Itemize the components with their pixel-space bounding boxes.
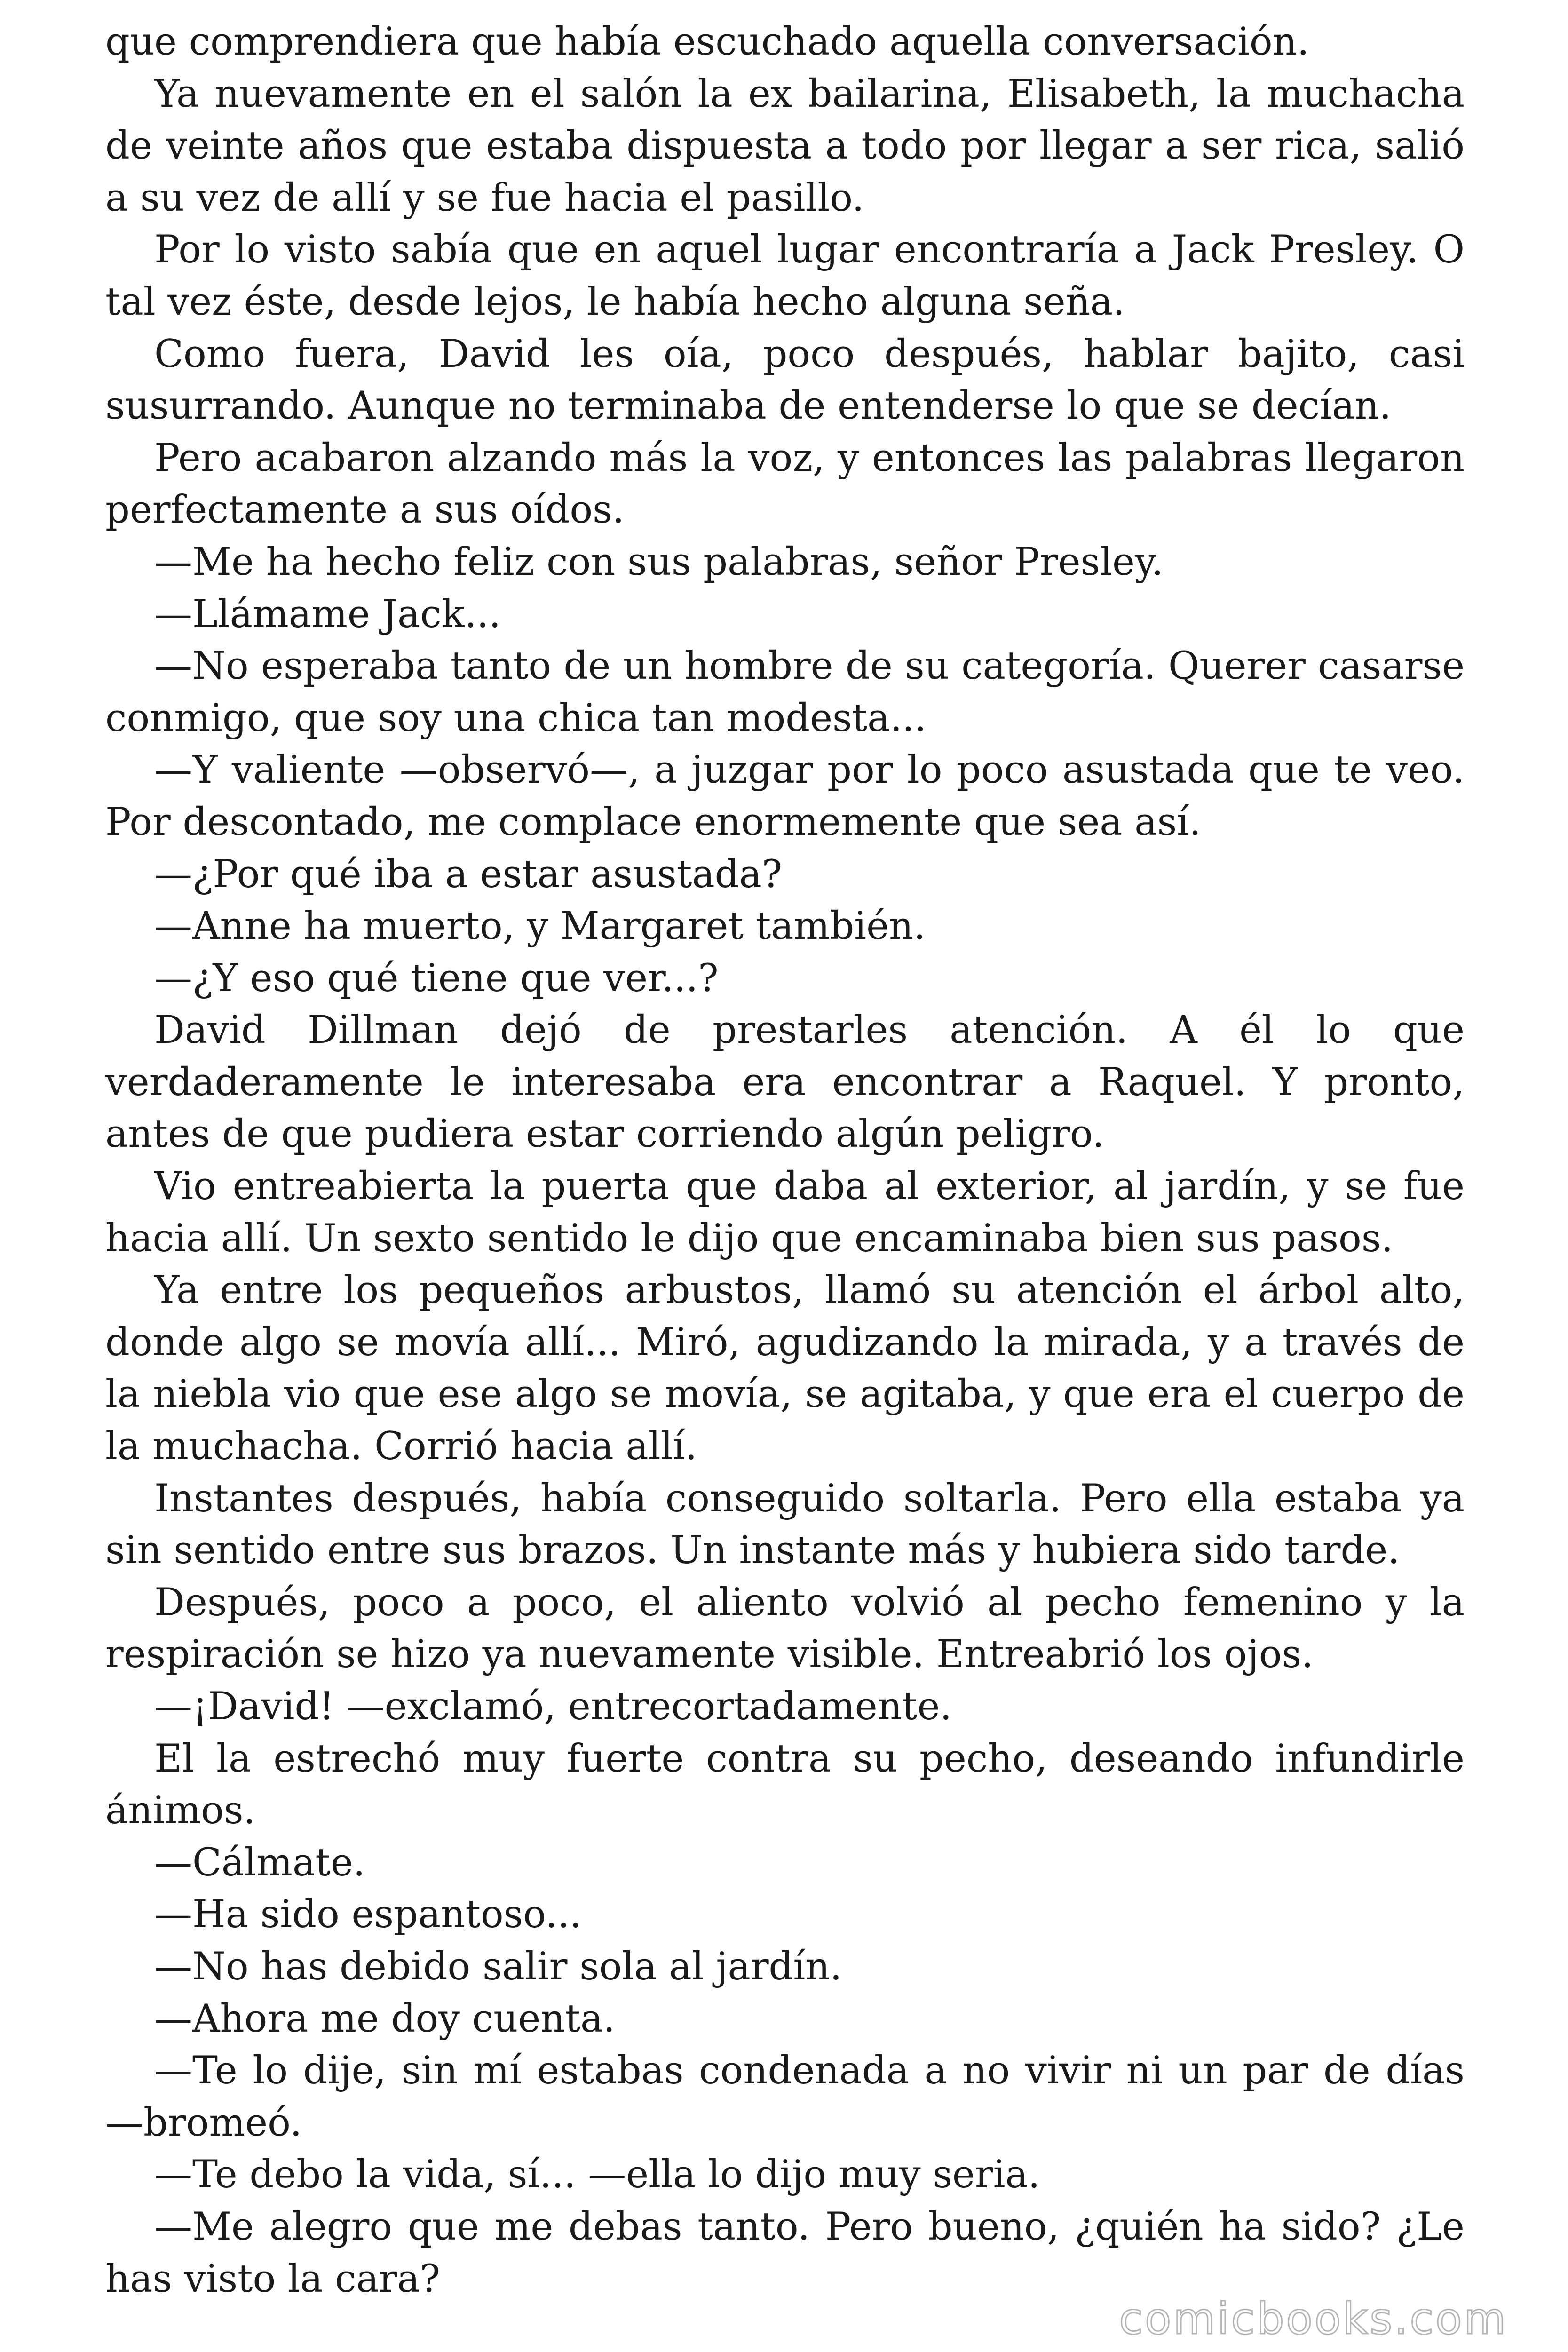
paragraph: —¿Por qué iba a estar asustada? [154, 852, 783, 897]
paragraph: —Y valiente —observó—, a juzgar por lo poco asustada que te veo. Por descontado, me complace enormemente que sea así. [105, 748, 1465, 844]
paragraph: —¿Y eso qué tiene que ver...? [154, 956, 719, 1001]
paragraph: Ya entre los pequeños arbustos, llamó su atención el árbol alto, donde algo se movía allí... Miró, agudizando la mirada, y a través de la niebla vio que ese algo se movía, se agitaba, y que era el cuerpo de la muchacha. Corrió hacia allí. [105, 1268, 1465, 1469]
paragraph: El la estrechó muy fuerte contra su pecho, deseando infundirle ánimos. [105, 1736, 1465, 1833]
paragraph: Instantes después, había conseguido soltarla. Pero ella estaba ya sin sentido entre sus brazos. Un instante más y hubiera sido tarde. [105, 1476, 1465, 1573]
paragraph: —No esperaba tanto de un hombre de su categoría. Querer casarse conmigo, que soy una chica tan modesta... [105, 644, 1465, 740]
paragraph: Por lo visto sabía que en aquel lugar encontraría a Jack Presley. O tal vez éste, desde lejos, le había hecho alguna seña. [105, 228, 1465, 324]
paragraph: —Te lo dije, sin mí estabas condenada a no vivir ni un par de días —bromeó. [105, 2049, 1465, 2145]
paragraph: David Dillman dejó de prestarles atención. A él lo que verdaderamente le interesaba era encontrar a Raquel. Y pronto, antes de que pudiera estar corriendo algún peligro. [105, 1008, 1465, 1157]
paragraph: —Me ha hecho feliz con sus palabras, señor Presley. [154, 540, 1164, 584]
paragraph: —Ahora me doy cuenta. [154, 1996, 616, 2041]
paragraph: —Me alegro que me debas tanto. Pero bueno, ¿quién ha sido? ¿Le has visto la cara? [105, 2204, 1465, 2301]
watermark: comicbooks.com [1119, 2294, 1508, 2344]
paragraph: —Te debo la vida, sí... —ella lo dijo muy seria. [154, 2153, 1040, 2197]
paragraph: —No has debido salir sola al jardín. [154, 1944, 842, 1989]
paragraph: Ya nuevamente en el salón la ex bailarina, Elisabeth, la muchacha de veinte años que estaba dispuesta a todo por llegar a ser rica, salió a su vez de allí y se fue hacia el pasillo. [105, 72, 1465, 220]
paragraph: —Ha sido espantoso... [154, 1892, 582, 1937]
paragraph: —¡David! —exclamó, entrecortadamente. [154, 1685, 952, 1729]
paragraph: Pero acabaron alzando más la voz, y entonces las palabras llegaron perfectamente a sus oídos. [105, 436, 1465, 532]
paragraph: —Llámame Jack... [154, 592, 501, 636]
paragraph: Vio entreabierta la puerta que daba al exterior, al jardín, y se fue hacia allí. Un sexto sentido le dijo que encaminaba bien sus pasos. [105, 1164, 1465, 1261]
paragraph: que comprendiera que había escuchado aquella conversación. [105, 20, 1309, 64]
paragraph: Después, poco a poco, el aliento volvió al pecho femenino y la respiración se hizo ya nuevamente visible. Entreabrió los ojos. [105, 1580, 1465, 1677]
book-page-text [105, 16, 1465, 2305]
paragraph: —Anne ha muerto, y Margaret también. [154, 904, 926, 949]
paragraph: Como fuera, David les oía, poco después, hablar bajito, casi susurrando. Aunque no terminaba de entenderse lo que se decían. [105, 332, 1465, 429]
paragraph: —Cálmate. [154, 1840, 365, 1885]
